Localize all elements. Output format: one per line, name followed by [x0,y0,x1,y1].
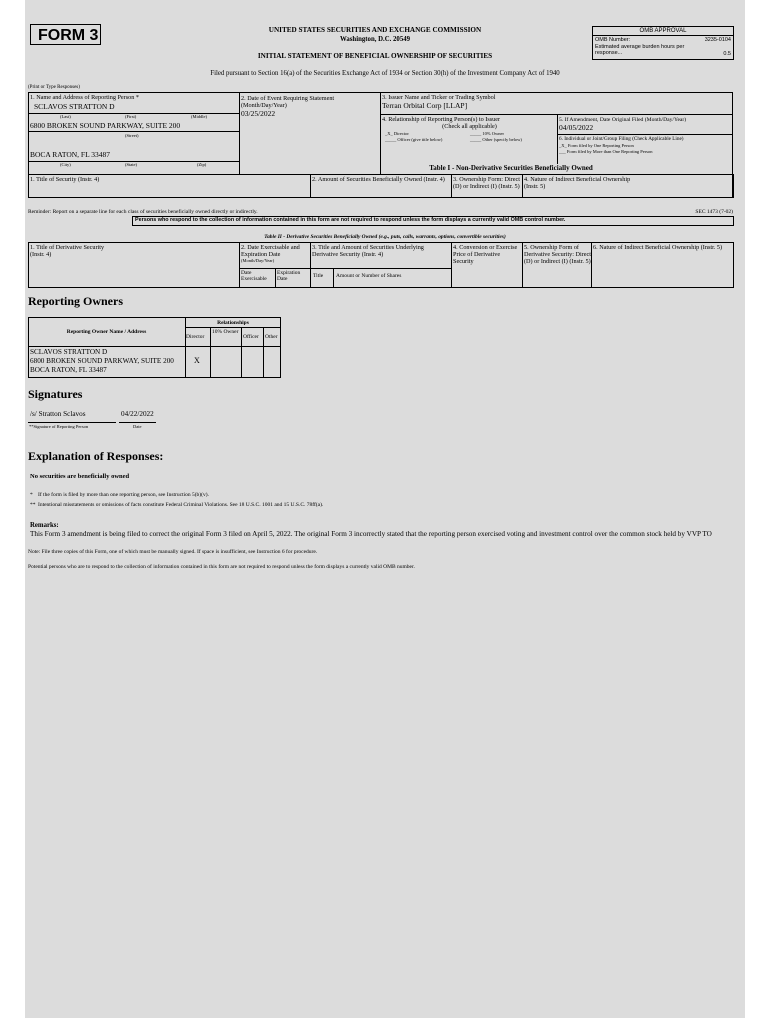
event-date: 03/25/2022 [241,109,276,118]
form-page [25,0,745,1018]
table2-col2-sub: (Month/Day/Year) [241,258,275,263]
omb-title: OMB APPROVAL [639,28,687,34]
persons-notice: Persons who respond to the collection of information contained in this form are not required to respond unless the form displays a currently valid OMB control number. [135,217,566,223]
owner-row-street: 6800 BROKEN SOUND PARKWAY, SUITE 200 [30,357,174,365]
director-header: Director [186,334,205,340]
omb-burden-label: Estimated average burden hours per response... [595,44,685,57]
city-state-zip: BOCA RATON, FL 33487 [30,150,111,159]
form-label: FORM 3 [38,27,99,44]
table2-col2: 2. Date Exercisable and Expiration Date [241,244,300,259]
reporting-owners-heading: Reporting Owners [28,294,123,308]
signatures-heading: Signatures [28,387,83,401]
signature-date: 04/22/2022 [121,410,154,418]
owner-name-header: Reporting Owner Name / Address [66,329,147,335]
other-header: Other [265,334,278,340]
officer-check: _____ Officer (give title below) [385,137,443,142]
box6-label: 6. Individual or Joint/Group Filing (Check Applicable Line) [559,136,684,142]
remarks-text: This Form 3 amendment is being filed to correct the original Form 3 filed on April 5, 2022. The original Form 3 incorrectly stated that the reporting person exercised voting and investment control over the common stock held by VVP TO [30,531,712,538]
amount-shares-header: Amount or Number of Shares [336,273,402,279]
omb-number-value: 3235-0104 [704,37,731,43]
date-label: Date [133,424,142,429]
ten-percent-owner-header: 10% Owner [212,329,239,335]
expiration-date-header: Expiration Date [277,270,301,283]
remarks-label: Remarks: [30,522,59,529]
agency-name: UNITED STATES SECURITIES AND EXCHANGE COMMISSION [268,26,482,34]
box3-label: 3. Issuer Name and Ticker or Trading Symbol [382,94,496,101]
ten-percent-check: _____ 10% Owner [470,131,504,136]
box4-label: 4. Relationship of Reporting Person(s) to Issuer [382,116,501,123]
original-filed-date: 04/05/2022 [559,123,594,132]
box2-label: 2. Date of Event Requiring Statement (Month/Day/Year) [241,95,335,110]
box5-label: 5. If Amendment, Date Original Filed (Month/Day/Year) [559,117,687,123]
street-label: (Street) [125,133,139,138]
table2-col6: 6. Nature of Indirect Beneficial Ownership (Instr. 5) [593,244,723,251]
street-address: 6800 BROKEN SOUND PARKWAY, SUITE 200 [30,121,181,130]
box6-option-2: ___ Form filed by More than One Reporting Person [559,149,653,154]
footnote2: Intentional misstatements or omissions of facts constitute Federal Criminal Violations. See 18 U.S.C. 1001 and 15 U.S.C. 78ff(a). [38,502,324,508]
footnote1-mark: * [30,492,33,498]
sec-number: SEC 1473 (7-02) [695,209,733,215]
issuer-name: Terran Orbital Corp [LLAP] [382,101,468,110]
box4-sub: (Check all applicable) [442,123,497,130]
omb-burden-value: 0.5 [723,51,731,57]
other-check: _____ Other (specify below) [470,137,522,142]
potential-persons-note: Potential persons who are to respond to the collection of information contained in this form are not required to respond unless the form displays a currently valid OMB number. [28,564,415,570]
table1-col3: 3. Ownership Form: Direct (D) or Indirect (I) (Instr. 5) [453,176,521,191]
director-check: _X_ Director [385,131,409,136]
date-exercisable-header: Date Exercisable [241,270,267,283]
persons-notice-box [132,216,734,226]
omb-approval-box [592,26,734,60]
title-header: Title [313,273,324,279]
explanation-heading: Explanation of Responses: [28,449,164,463]
owner-row-city: BOCA RATON, FL 33487 [30,366,107,374]
statement-title: INITIAL STATEMENT OF BENEFICIAL OWNERSHIP OF SECURITIES [257,52,493,60]
form-label-box [30,24,101,45]
filed-pursuant: Filed pursuant to Section 16(a) of the Securities Exchange Act of 1934 or Section 30(h) of the Investment Company Act of 1940 [210,70,560,77]
table1-col1: 1. Title of Security (Instr. 4) [30,176,100,183]
table2-col3: 3. Title and Amount of Securities Underlying Derivative Security (Instr. 4) [312,244,424,259]
table1-title: Table I - Non-Derivative Securities Beneficially Owned [429,164,593,172]
table2-col5: 5. Ownership Form of Derivative Security: Direct (D) or Indirect (I) (Instr. 5) [524,244,592,266]
footnote1: If the form is filed by more than one reporting person, see Instruction 5(b)(v). [38,492,209,498]
signature-label: **Signature of Reporting Person [29,424,89,429]
no-securities-note: No securities are beneficially owned [30,473,130,480]
zip-label: (Zip) [197,162,207,167]
table1-col2: 2. Amount of Securities Beneficially Owned (Instr. 4) [312,176,445,183]
city-label: (City) [60,162,71,167]
first-label: (First) [125,114,137,119]
signature-value: /s/ Stratton Sclavos [30,410,86,418]
agency-location: Washington, D.C. 20549 [339,36,411,43]
officer-header: Officer [243,334,259,340]
omb-number-label: OMB Number: [595,37,631,43]
file-copies-note: Note: File three copies of this Form, one of which must be manually signed. If space is insufficient, see Instruction 6 for procedure. [28,549,318,555]
owner-row-name: SCLAVOS STRATTON D [30,348,108,356]
table2-col1: 1. Title of Derivative Security (Instr. 4) [30,244,105,259]
table2-col4: 4. Conversion or Exercise Price of Derivative Security [453,244,518,266]
reminder-text: Reminder: Report on a separate line for each class of securities beneficially owned directly or indirectly. [28,209,258,215]
box1-label: 1. Name and Address of Reporting Person * [30,94,139,101]
reporting-person-name: SCLAVOS STRATTON D [34,102,115,111]
middle-label: (Middle) [191,114,207,119]
last-label: (Last) [60,114,71,119]
relationships-header: Relationships [217,320,249,326]
table1-col4: 4. Nature of Indirect Beneficial Ownership (Instr. 5) [524,176,631,191]
footnote2-mark: ** [30,502,36,508]
print-note: (Print or Type Responses) [28,85,80,90]
table2-title: Table II - Derivative Securities Beneficially Owned (e.g., puts, calls, warrants, options, convertible securities) [264,234,506,240]
box6-option-1: _X_ Form filed by One Reporting Person [559,143,634,148]
owner-row-director-mark: X [194,356,200,365]
state-label: (State) [125,162,137,167]
